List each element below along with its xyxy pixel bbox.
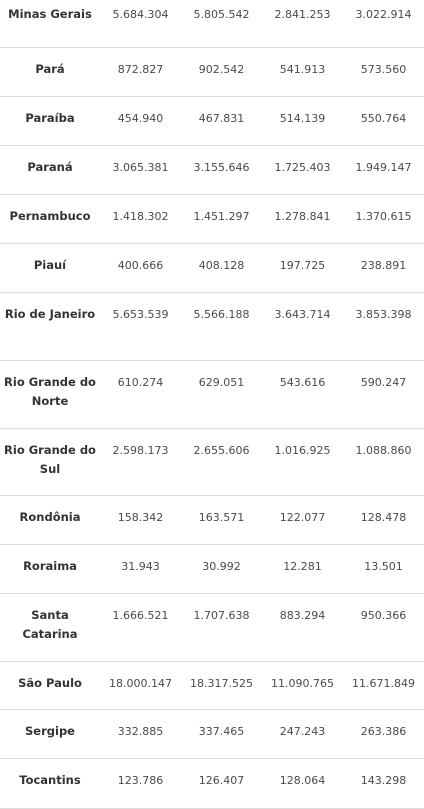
- value-2: 163.571: [198, 510, 245, 524]
- value-4: 950.366: [360, 608, 407, 622]
- value-cell: [181, 428, 262, 495]
- state-cell: [0, 292, 100, 360]
- value-cell: [181, 145, 262, 194]
- value-cell: [181, 0, 262, 47]
- value-2: 30.992: [202, 559, 241, 573]
- table-row: [0, 758, 424, 808]
- value-3: 514.139: [279, 111, 326, 125]
- value-1: 123.786: [117, 773, 164, 787]
- value-1: 872.827: [117, 62, 164, 76]
- value-3: 12.281: [283, 559, 322, 573]
- value-1: 1.666.521: [112, 608, 169, 622]
- value-cell: [262, 0, 343, 47]
- value-cell: [181, 360, 262, 428]
- value-3: 1.725.403: [274, 160, 331, 174]
- value-1: 5.653.539: [112, 307, 169, 321]
- value-cell: [262, 495, 343, 544]
- table-row: [0, 194, 424, 243]
- value-3: 11.090.765: [271, 676, 334, 690]
- state-name: Paraíba: [25, 110, 75, 125]
- value-cell: [181, 544, 262, 593]
- value-cell: [100, 495, 181, 544]
- table-row: [0, 593, 424, 661]
- value-3: 883.294: [279, 608, 326, 622]
- value-cell: [181, 709, 262, 758]
- value-4: 3.022.914: [355, 8, 412, 21]
- value-1: 2.598.173: [112, 443, 169, 457]
- value-cell: [100, 593, 181, 661]
- value-cell: [262, 661, 343, 709]
- state-cell: [0, 47, 100, 96]
- value-cell: [262, 360, 343, 428]
- state-name: Rio Grande do Norte: [4, 374, 96, 408]
- value-2: 1.707.638: [193, 608, 250, 622]
- value-3: 128.064: [279, 773, 326, 787]
- value-cell: [343, 96, 424, 145]
- value-4: 1.088.860: [355, 443, 412, 457]
- table-row: [0, 709, 424, 758]
- value-cell: [262, 194, 343, 243]
- state-name: Tocantins: [19, 772, 81, 787]
- value-4: 13.501: [364, 559, 403, 573]
- value-3: 3.643.714: [274, 307, 331, 321]
- value-2: 337.465: [198, 724, 245, 738]
- value-1: 158.342: [117, 510, 164, 524]
- state-cell: [0, 194, 100, 243]
- state-cell: [0, 428, 100, 495]
- value-3: 543.616: [279, 375, 326, 389]
- state-name: Piauí: [33, 257, 67, 272]
- value-cell: [262, 47, 343, 96]
- value-4: 1.949.147: [355, 160, 412, 174]
- value-cell: [100, 145, 181, 194]
- value-4: 11.671.849: [352, 676, 415, 690]
- table-row: [0, 243, 424, 292]
- value-4: 590.247: [360, 375, 407, 389]
- value-4: 3.853.398: [355, 307, 412, 321]
- value-1: 400.666: [117, 258, 164, 272]
- value-cell: [181, 593, 262, 661]
- value-cell: [181, 47, 262, 96]
- state-name: Sergipe: [25, 723, 75, 738]
- value-3: 247.243: [279, 724, 326, 738]
- value-2: 3.155.646: [193, 160, 250, 174]
- table-row: [0, 360, 424, 428]
- value-4: 573.560: [360, 62, 407, 76]
- table-row: [0, 544, 424, 593]
- value-cell: [343, 47, 424, 96]
- state-cell: [0, 709, 100, 758]
- value-4: 143.298: [360, 773, 407, 787]
- value-cell: [343, 593, 424, 661]
- value-3: 1.016.925: [274, 443, 331, 457]
- value-cell: [262, 593, 343, 661]
- value-cell: [343, 292, 424, 360]
- value-cell: [100, 709, 181, 758]
- value-cell: [181, 96, 262, 145]
- value-cell: [262, 145, 343, 194]
- table-row: [0, 292, 424, 360]
- value-cell: [343, 661, 424, 709]
- value-3: 122.077: [279, 510, 326, 524]
- value-1: 31.943: [121, 559, 160, 573]
- value-2: 1.451.297: [193, 209, 250, 223]
- value-cell: [262, 243, 343, 292]
- state-cell: [0, 758, 100, 808]
- value-cell: [262, 758, 343, 808]
- value-cell: [262, 292, 343, 360]
- value-cell: [100, 194, 181, 243]
- value-2: 126.407: [198, 773, 245, 787]
- value-cell: [181, 661, 262, 709]
- table-row: [0, 495, 424, 544]
- value-cell: [100, 47, 181, 96]
- value-cell: [100, 243, 181, 292]
- state-cell: [0, 96, 100, 145]
- state-name: Pernambuco: [9, 208, 91, 223]
- value-2: 18.317.525: [190, 676, 253, 690]
- state-name: Minas Gerais: [8, 7, 92, 21]
- value-cell: [262, 428, 343, 495]
- value-cell: [343, 495, 424, 544]
- state-cell: [0, 593, 100, 661]
- value-3: 2.841.253: [274, 8, 331, 21]
- value-1: 610.274: [117, 375, 164, 389]
- value-4: 550.764: [360, 111, 407, 125]
- state-cell: [0, 495, 100, 544]
- value-cell: [262, 96, 343, 145]
- value-cell: [100, 292, 181, 360]
- state-cell: [0, 0, 100, 47]
- value-cell: [262, 709, 343, 758]
- value-2: 629.051: [198, 375, 245, 389]
- value-cell: [100, 96, 181, 145]
- value-cell: [343, 428, 424, 495]
- value-cell: [100, 758, 181, 808]
- value-4: 263.386: [360, 724, 407, 738]
- value-cell: [343, 243, 424, 292]
- value-3: 541.913: [279, 62, 326, 76]
- value-2: 5.805.542: [193, 8, 250, 21]
- value-cell: [181, 495, 262, 544]
- value-4: 238.891: [360, 258, 407, 272]
- table-row: [0, 428, 424, 495]
- state-name: Rondônia: [19, 509, 81, 524]
- state-name: Pará: [35, 61, 65, 76]
- value-cell: [100, 0, 181, 47]
- value-cell: [343, 360, 424, 428]
- state-name: Rio Grande do Sul: [4, 442, 96, 476]
- value-2: 408.128: [198, 258, 245, 272]
- state-cell: [0, 661, 100, 709]
- value-cell: [343, 0, 424, 47]
- value-cell: [343, 758, 424, 808]
- value-2: 2.655.606: [193, 443, 250, 457]
- value-1: 1.418.302: [112, 209, 169, 223]
- value-cell: [181, 758, 262, 808]
- value-cell: [100, 661, 181, 709]
- value-cell: [181, 292, 262, 360]
- value-3: 1.278.841: [274, 209, 331, 223]
- state-name: Santa Catarina: [22, 607, 78, 641]
- state-name: Paraná: [27, 159, 73, 174]
- value-cell: [100, 544, 181, 593]
- state-cell: [0, 360, 100, 428]
- value-cell: [343, 544, 424, 593]
- value-cell: [181, 194, 262, 243]
- table-row: [0, 0, 424, 47]
- value-4: 128.478: [360, 510, 407, 524]
- state-cell: [0, 243, 100, 292]
- value-cell: [262, 544, 343, 593]
- state-name: Roraima: [23, 558, 77, 573]
- table-row: [0, 661, 424, 709]
- state-name: São Paulo: [18, 675, 82, 690]
- state-cell: [0, 544, 100, 593]
- value-cell: [100, 428, 181, 495]
- value-3: 197.725: [279, 258, 326, 272]
- value-2: 467.831: [198, 111, 245, 125]
- value-2: 5.566.188: [193, 307, 250, 321]
- table-row: [0, 145, 424, 194]
- value-cell: [343, 709, 424, 758]
- state-name: Rio de Janeiro: [4, 306, 96, 321]
- state-cell: [0, 145, 100, 194]
- value-cell: [343, 145, 424, 194]
- value-2: 902.542: [198, 62, 245, 76]
- table-row: [0, 47, 424, 96]
- value-1: 3.065.381: [112, 160, 169, 174]
- value-cell: [343, 194, 424, 243]
- value-cell: [100, 360, 181, 428]
- table-row: [0, 96, 424, 145]
- value-1: 5.684.304: [112, 8, 169, 21]
- value-1: 18.000.147: [109, 676, 172, 690]
- value-4: 1.370.615: [355, 209, 412, 223]
- value-1: 332.885: [117, 724, 164, 738]
- value-1: 454.940: [117, 111, 164, 125]
- value-cell: [181, 243, 262, 292]
